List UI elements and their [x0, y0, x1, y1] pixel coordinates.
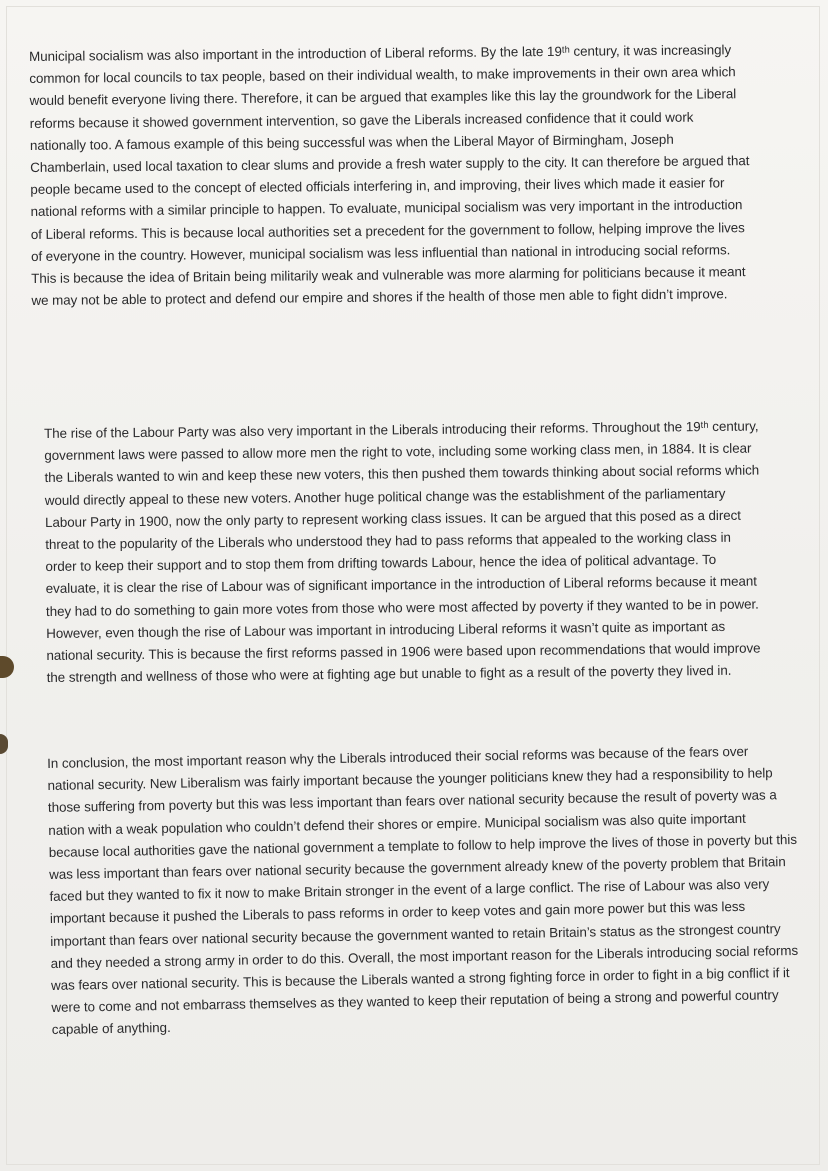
paragraph-rise-of-labour: The rise of the Labour Party was also very important in the Liberals introducing their reforms. Throughout the 19ᵗʰ century, government laws were passed to allow more men the right to vote, including some working class men, in 1884. It is clear the Liberals wanted to win and keep these new voters, this then pushed them towards thinking about social reforms which would directly appeal to these new voters. Another huge political change was the establishment of the parliamentary Labour Party in 1900, now the only party to represent working class issues. It can be argued that this posed as a direct threat to the popularity of the Liberals who understood they had to pass reforms that appealed to the working class in order to keep their support and to stop them from drifting towards Labour, hence the idea of political advantage. To evaluate, it is clear the rise of Labour was of significant importance in the introduction of Liberal reforms because it meant they had to do something to gain more votes from those who were most affected by poverty if they wanted to be in power. However, even though the rise of Labour was important in introducing Liberal reforms it wasn’t quite as important as national security. This is because the first reforms passed in 1906 were based upon recommendations that would improve the strength and wellness of those who were at fighting age but unable to fight as a result of the poverty they lived in.: [44, 418, 761, 686]
paragraph-conclusion: In conclusion, the most important reason why the Liberals introduced their social reforms was because of the fears over national security. New Liberalism was fairly important because the younger politicians knew they had a responsibility to help those suffering from poverty but this was less important than fears over national security because the result of poverty was a nation with a weak population who couldn’t defend their shores or empire. Municipal socialism was also quite important because local authorities gave the national government a template to follow to help improve the lives of those in poverty but this was less important than fears over national security because the government already knew of the poverty problem that Britain faced but they wanted to fix it now to make Britain stronger in the event of a large conflict. The rise of Labour was also very important because it pushed the Liberals to pass reforms in order to keep votes and gain more power but this was less important than fears over national security because the government wanted to retain Britain’s status as the strongest country and they needed a strong army in order to do this. Overall, the most important reason for the Liberals introducing social reforms was fears over national security. This is because the Liberals wanted a strong fighting force in order to fight in a big conflict if it were to come and not embarrass themselves as they wanted to keep their reputation of being a strong and powerful country capable of anything.: [47, 744, 799, 1038]
paragraph-municipal-socialism: Municipal socialism was also important in the introduction of Liberal reforms. By the late 19ᵗʰ century, it was increasingly common for local councils to tax people, based on their individual wealth, to make improvements in their own area which would benefit everyone living there. Therefore, it can be argued that examples like this lay the groundwork for the Liberal reforms because it showed government intervention, so gave the Liberals increased confidence that it could work nationally too. A famous example of this being successful was when the Liberal Mayor of Birmingham, Joseph Chamberlain, used local taxation to clear slums and provide a fresh water supply to the city. It can therefore be argued that people became used to the concept of elected officials interfering in, and improving, their lives which made it easier for national reforms with a similar principle to happen. To evaluate, municipal socialism was very important in the introduction of Liberal reforms. This is because local authorities set a precedent for the government to follow, helping improve the lives of everyone in the country. However, municipal socialism was less influential than national in introducing social reforms. This is because the idea of Britain being militarily weak and vulnerable was more alarming for politicians because it meant we may not be able to protect and defend our empire and shores if the health of those men able to fight didn’t improve.: [29, 42, 750, 309]
